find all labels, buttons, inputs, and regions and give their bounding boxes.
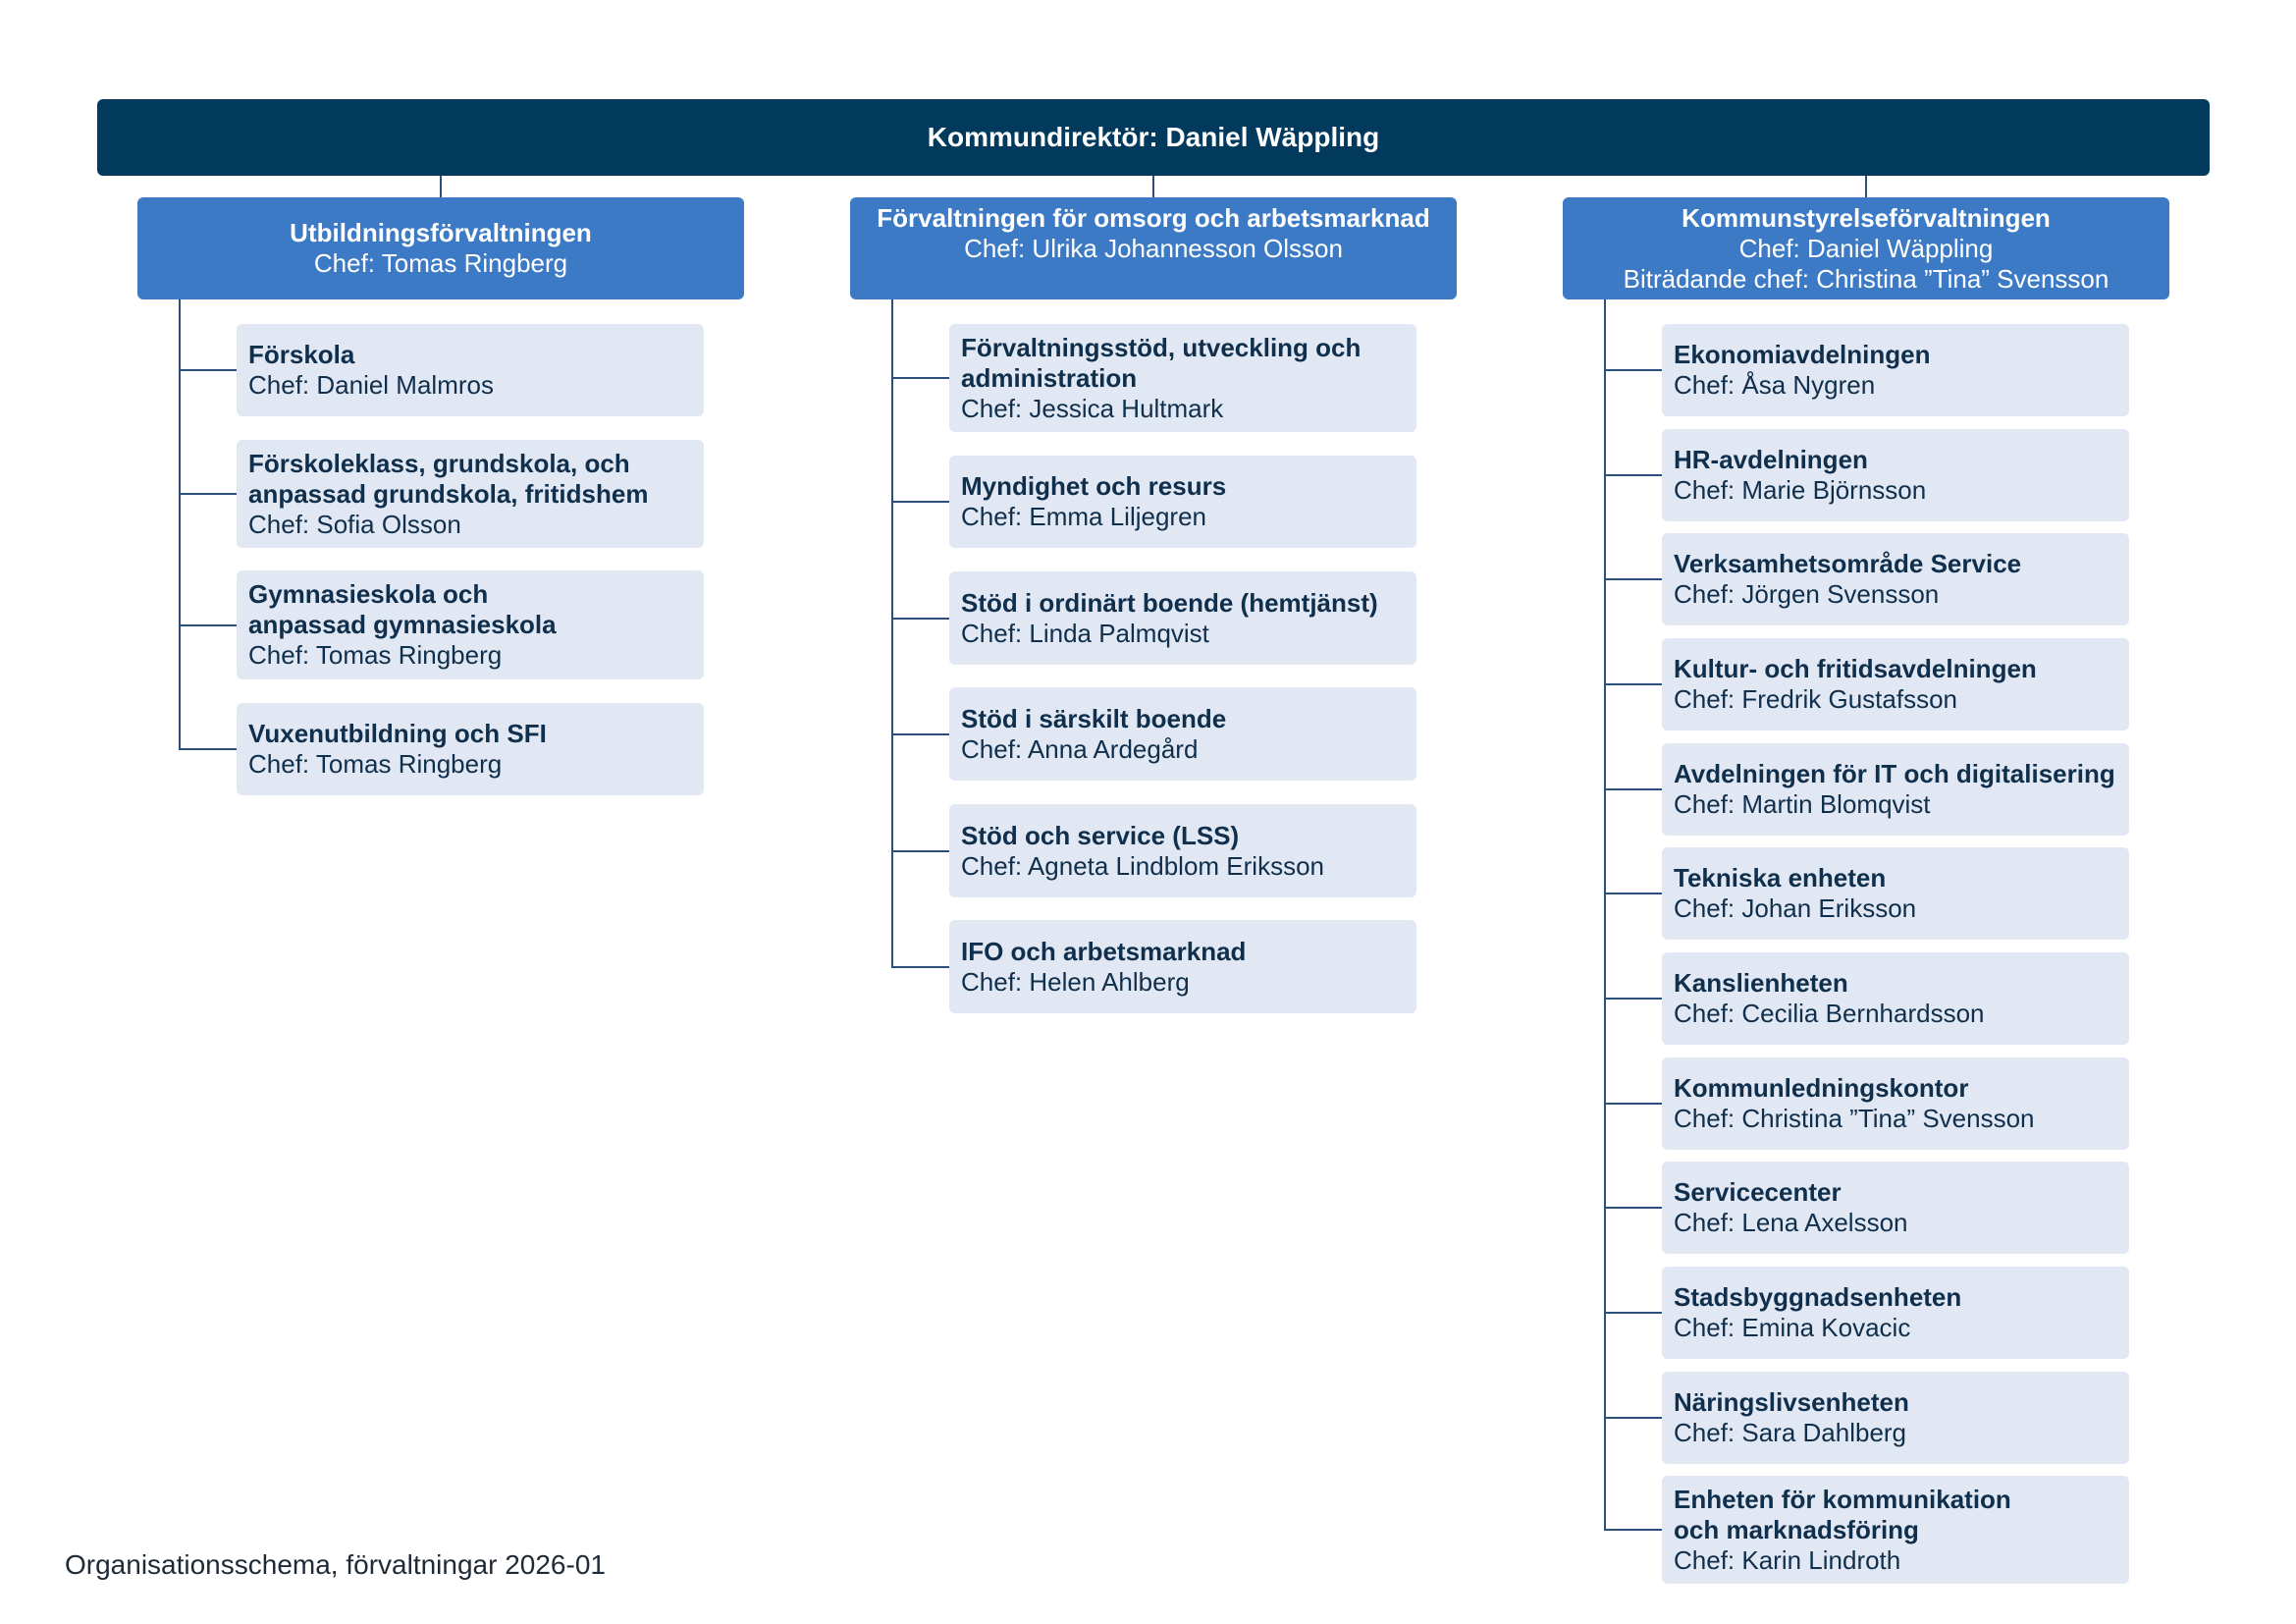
unit-manager: Chef: Lena Axelsson (1674, 1208, 1908, 1237)
unit-title: Stadsbyggnadsenheten (1674, 1282, 1962, 1312)
unit-manager: Chef: Tomas Ringberg (248, 640, 503, 670)
unit-title: Stöd och service (LSS) (961, 820, 1240, 850)
connector-horizontal (891, 501, 949, 503)
unit-title: Kanslienheten (1674, 968, 1848, 998)
unit-box[interactable] (237, 570, 704, 679)
unit-manager: Chef: Emina Kovacic (1674, 1313, 1911, 1342)
unit-box[interactable] (1662, 1372, 2129, 1464)
department-header[interactable] (1563, 197, 2169, 299)
unit-manager: Chef: Sara Dahlberg (1674, 1418, 1907, 1447)
unit-title: Förvaltningsstöd, utveckling och (961, 332, 1362, 362)
unit-box[interactable] (949, 687, 1416, 781)
unit-title: administration (961, 362, 1138, 393)
connector-top-to-dept (1865, 176, 1867, 197)
connector-horizontal (179, 493, 237, 495)
connector-vertical (1604, 299, 1606, 1531)
connector-horizontal (1604, 788, 1662, 790)
unit-manager: Chef: Agneta Lindblom Eriksson (961, 850, 1324, 881)
unit-manager: Chef: Tomas Ringberg (248, 749, 503, 779)
unit-title: Servicecenter (1674, 1177, 1842, 1207)
unit-title: Ekonomiavdelningen (1674, 340, 1931, 369)
department-header[interactable] (850, 197, 1457, 299)
department-manager: Biträdande chef: Christina ”Tina” Svensson (1623, 264, 2109, 294)
connector-vertical (891, 299, 893, 968)
unit-box[interactable] (1662, 1476, 2129, 1584)
connector-horizontal (1604, 893, 1662, 894)
unit-box[interactable] (1662, 1057, 2129, 1150)
unit-box[interactable] (949, 804, 1416, 897)
connector-horizontal (1604, 474, 1662, 476)
unit-box[interactable] (237, 703, 704, 795)
unit-manager: Chef: Fredrik Gustafsson (1674, 684, 1957, 714)
unit-title: Enheten för kommunikation (1674, 1484, 2011, 1514)
connector-horizontal (179, 369, 237, 371)
unit-manager: Chef: Christina ”Tina” Svensson (1674, 1104, 2035, 1133)
connector-horizontal (1604, 1103, 1662, 1105)
department-title: Utbildningsförvaltningen (290, 218, 592, 247)
connector-horizontal (1604, 1312, 1662, 1314)
unit-manager: Chef: Marie Björnsson (1674, 475, 1927, 505)
unit-manager: Chef: Linda Palmqvist (961, 618, 1209, 648)
unit-title: HR-avdelningen (1674, 445, 1868, 474)
unit-box[interactable] (1662, 1162, 2129, 1254)
connector-horizontal (1604, 1207, 1662, 1209)
connector-horizontal (179, 624, 237, 626)
connector-horizontal (891, 733, 949, 735)
department-manager: Chef: Ulrika Johannesson Olsson (964, 234, 1343, 263)
connector-vertical (179, 299, 181, 750)
unit-manager: Chef: Helen Ahlberg (961, 966, 1190, 997)
unit-box[interactable] (237, 440, 704, 548)
connector-horizontal (1604, 683, 1662, 685)
connector-top-to-dept (440, 176, 442, 197)
connector-horizontal (891, 377, 949, 379)
unit-manager: Chef: Anna Ardegård (961, 733, 1199, 764)
unit-box[interactable] (1662, 847, 2129, 940)
unit-title: Stöd i ordinärt boende (hemtjänst) (961, 587, 1378, 618)
connector-horizontal (891, 966, 949, 968)
connector-horizontal (179, 748, 237, 750)
unit-manager: Chef: Åsa Nygren (1674, 370, 1876, 400)
department-title: Kommunstyrelseförvaltningen (1682, 203, 2051, 233)
connector-horizontal (1604, 369, 1662, 371)
unit-box[interactable] (949, 920, 1416, 1013)
unit-manager: Chef: Emma Liljegren (961, 502, 1206, 531)
unit-title: Kommunledningskontor (1674, 1073, 1969, 1103)
unit-box[interactable] (1662, 429, 2129, 521)
connector-horizontal (1604, 998, 1662, 1000)
unit-title: Verksamhetsområde Service (1674, 549, 2022, 578)
unit-box[interactable] (1662, 1267, 2129, 1359)
unit-title: och marknadsföring (1674, 1514, 1919, 1544)
unit-box[interactable] (949, 456, 1416, 548)
connector-horizontal (891, 850, 949, 852)
unit-manager: Chef: Cecilia Bernhardsson (1674, 999, 1985, 1028)
unit-box[interactable] (949, 571, 1416, 665)
connector-horizontal (1604, 1417, 1662, 1419)
unit-box[interactable] (1662, 638, 2129, 731)
department-manager: Chef: Daniel Wäppling (1738, 234, 1994, 263)
connector-top-to-dept (1152, 176, 1154, 197)
unit-title: Gymnasieskola och (248, 579, 489, 609)
unit-title: Myndighet och resurs (961, 471, 1227, 501)
unit-box[interactable] (1662, 324, 2129, 416)
unit-title: anpassad grundskola, fritidshem (248, 478, 649, 509)
unit-manager: Chef: Martin Blomqvist (1674, 789, 1931, 819)
unit-box[interactable] (1662, 743, 2129, 836)
unit-title: Avdelningen för IT och digitalisering (1674, 759, 2115, 788)
unit-box[interactable] (1662, 533, 2129, 625)
unit-manager: Chef: Johan Eriksson (1674, 893, 1917, 923)
unit-manager: Chef: Daniel Malmros (248, 370, 494, 400)
department-header[interactable] (137, 197, 744, 299)
unit-title: IFO och arbetsmarknad (961, 936, 1247, 966)
unit-title: Förskola (248, 340, 355, 369)
department-manager: Chef: Tomas Ringberg (313, 248, 568, 278)
department-title: Förvaltningen för omsorg och arbetsmarknad (877, 203, 1430, 233)
unit-title: Kultur- och fritidsavdelningen (1674, 654, 2037, 683)
unit-title: anpassad gymnasieskola (248, 610, 557, 639)
top-director-box (97, 99, 2210, 176)
top-director-label: Kommundirektör: Daniel Wäppling (927, 122, 1380, 152)
unit-manager: Chef: Jörgen Svensson (1674, 579, 1940, 609)
unit-title: Vuxenutbildning och SFI (248, 719, 547, 748)
unit-manager: Chef: Jessica Hultmark (961, 393, 1224, 423)
connector-horizontal (1604, 1529, 1662, 1531)
unit-title: Tekniska enheten (1674, 863, 1887, 893)
unit-title: Stöd i särskilt boende (961, 703, 1227, 733)
unit-manager: Chef: Karin Lindroth (1674, 1544, 1901, 1575)
footer-caption: Organisationsschema, förvaltningar 2026-01 (65, 1549, 606, 1580)
unit-box[interactable] (949, 324, 1416, 432)
unit-manager: Chef: Sofia Olsson (248, 509, 461, 539)
unit-title: Näringslivsenheten (1674, 1387, 1909, 1417)
unit-box[interactable] (1662, 952, 2129, 1045)
unit-title: Förskoleklass, grundskola, och (248, 448, 630, 478)
unit-box[interactable] (237, 324, 704, 416)
connector-horizontal (891, 618, 949, 620)
connector-horizontal (1604, 578, 1662, 580)
